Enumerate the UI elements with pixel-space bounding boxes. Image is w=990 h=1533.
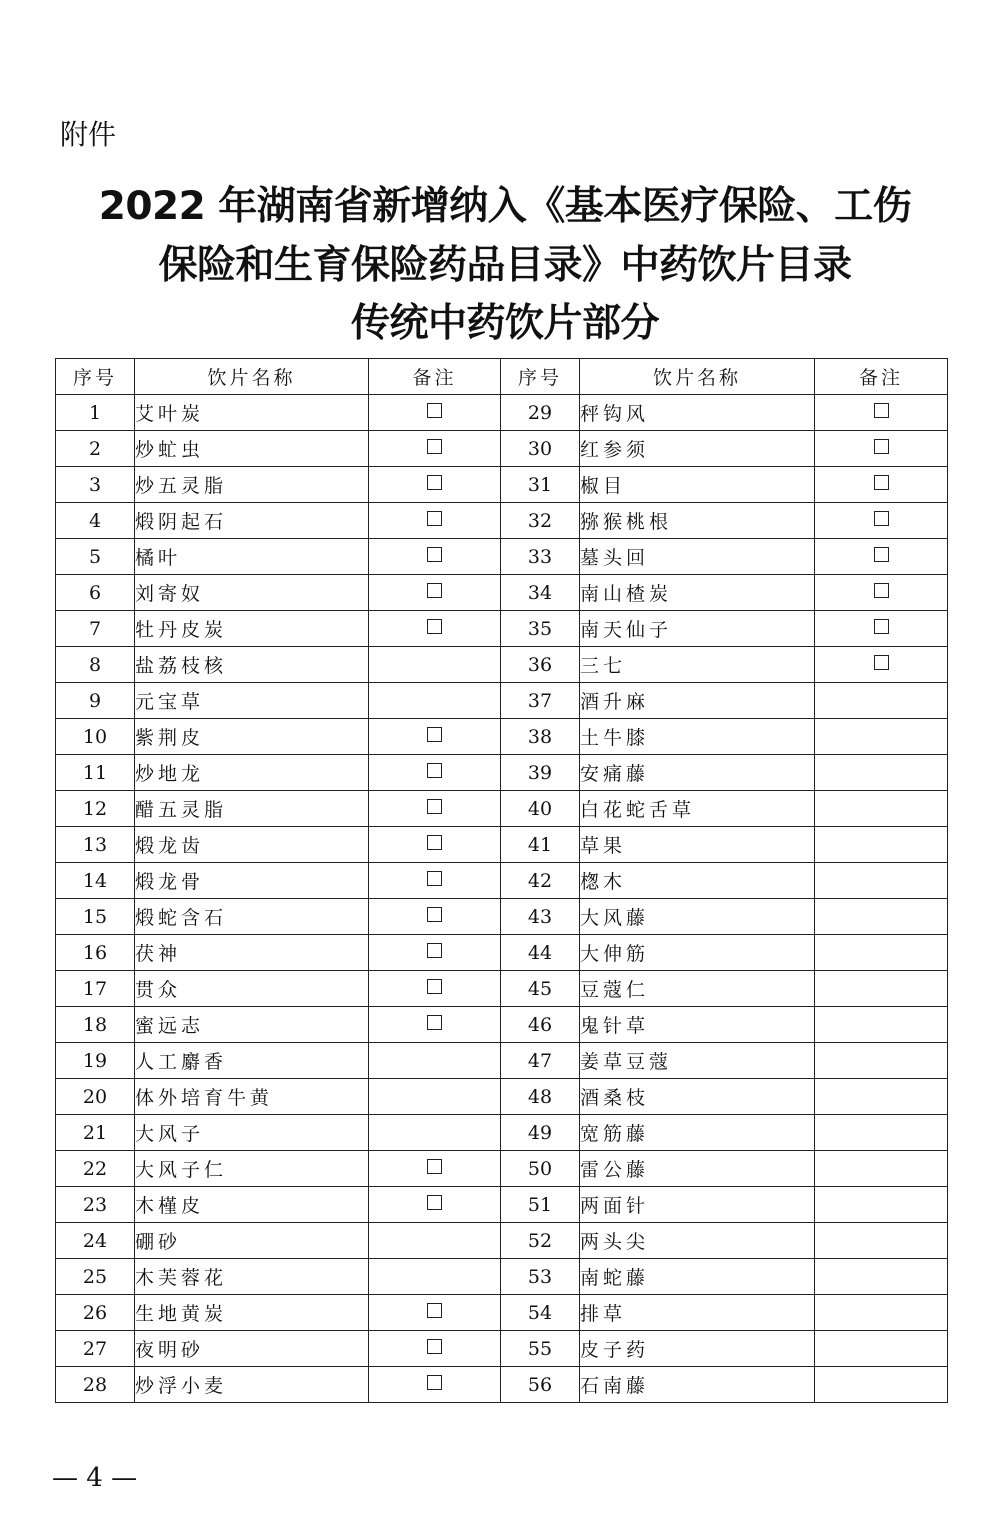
serial-number-left: 19 — [56, 1043, 135, 1079]
table-row — [56, 971, 948, 1007]
serial-number-left: 11 — [56, 755, 135, 791]
checkbox-icon — [874, 403, 889, 418]
serial-number-right: 48 — [501, 1079, 580, 1115]
herb-name-right: 石南藤 — [580, 1367, 815, 1403]
checkbox-icon — [874, 619, 889, 634]
herb-name-left: 夜明砂 — [135, 1331, 369, 1367]
note-cell-left — [369, 1259, 501, 1295]
note-cell-left — [369, 1043, 501, 1079]
checkbox-icon — [427, 1303, 442, 1318]
serial-number-right: 33 — [501, 539, 580, 575]
serial-number-right: 35 — [501, 611, 580, 647]
herb-name-right: 姜草豆蔻 — [580, 1043, 815, 1079]
note-cell-right — [815, 1115, 948, 1151]
serial-number-left: 13 — [56, 827, 135, 863]
document-title-line-1: 2022 年湖南省新增纳入《基本医疗保险、工伤 — [98, 184, 912, 229]
table-row — [56, 611, 948, 647]
herb-name-left: 蜜远志 — [135, 1007, 369, 1043]
note-cell-left — [369, 1223, 501, 1259]
note-cell-left — [369, 431, 501, 467]
serial-number-right: 53 — [501, 1259, 580, 1295]
herb-name-left: 醋五灵脂 — [135, 791, 369, 827]
note-cell-left — [369, 683, 501, 719]
serial-number-right: 31 — [501, 467, 580, 503]
header-name-right: 饮片名称 — [580, 359, 815, 395]
herb-name-right: 猕猴桃根 — [580, 503, 815, 539]
table-row — [56, 1079, 948, 1115]
note-cell-left — [369, 1079, 501, 1115]
serial-number-left: 17 — [56, 971, 135, 1007]
serial-number-left: 5 — [56, 539, 135, 575]
herb-name-right: 南天仙子 — [580, 611, 815, 647]
note-cell-right — [815, 1151, 948, 1187]
table-row — [56, 1115, 948, 1151]
checkbox-icon — [427, 1339, 442, 1354]
checkbox-icon — [427, 403, 442, 418]
herb-name-right: 安痛藤 — [580, 755, 815, 791]
herb-name-right: 鬼针草 — [580, 1007, 815, 1043]
herb-name-right: 楤木 — [580, 863, 815, 899]
herb-name-left: 橘叶 — [135, 539, 369, 575]
checkbox-icon — [874, 583, 889, 598]
note-cell-left — [369, 899, 501, 935]
note-cell-right — [815, 467, 948, 503]
table-row — [56, 503, 948, 539]
checkbox-icon — [874, 475, 889, 490]
page-number: — 4 — — [52, 1463, 138, 1493]
note-cell-left — [369, 467, 501, 503]
serial-number-right: 39 — [501, 755, 580, 791]
table-header-row — [56, 359, 948, 395]
header-note-left: 备注 — [369, 359, 501, 395]
note-cell-left — [369, 1367, 501, 1403]
table-row — [56, 1043, 948, 1079]
note-cell-right — [815, 1079, 948, 1115]
note-cell-left — [369, 755, 501, 791]
serial-number-right: 52 — [501, 1223, 580, 1259]
serial-number-right: 29 — [501, 395, 580, 431]
serial-number-left: 10 — [56, 719, 135, 755]
herb-name-left: 木槿皮 — [135, 1187, 369, 1223]
herb-name-right: 草果 — [580, 827, 815, 863]
serial-number-right: 51 — [501, 1187, 580, 1223]
herb-name-left: 生地黄炭 — [135, 1295, 369, 1331]
header-serial-left: 序号 — [56, 359, 135, 395]
herb-name-right: 排草 — [580, 1295, 815, 1331]
herb-name-right: 南蛇藤 — [580, 1259, 815, 1295]
table-row — [56, 719, 948, 755]
note-cell-left — [369, 647, 501, 683]
serial-number-right: 34 — [501, 575, 580, 611]
table-row — [56, 1331, 948, 1367]
table-row — [56, 431, 948, 467]
checkbox-icon — [427, 763, 442, 778]
note-cell-left — [369, 539, 501, 575]
note-cell-right — [815, 683, 948, 719]
herb-name-left: 炒浮小麦 — [135, 1367, 369, 1403]
herb-name-right: 白花蛇舌草 — [580, 791, 815, 827]
serial-number-right: 46 — [501, 1007, 580, 1043]
herb-name-left: 牡丹皮炭 — [135, 611, 369, 647]
note-cell-right — [815, 575, 948, 611]
note-cell-right — [815, 971, 948, 1007]
serial-number-right: 54 — [501, 1295, 580, 1331]
note-cell-left — [369, 1295, 501, 1331]
table-row — [56, 395, 948, 431]
herb-name-right: 两面针 — [580, 1187, 815, 1223]
serial-number-right: 47 — [501, 1043, 580, 1079]
herb-name-left: 体外培育牛黄 — [135, 1079, 369, 1115]
table-row — [56, 1007, 948, 1043]
serial-number-right: 50 — [501, 1151, 580, 1187]
note-cell-right — [815, 539, 948, 575]
checkbox-icon — [427, 439, 442, 454]
table-row — [56, 1367, 948, 1403]
document-title-line-2: 保险和生育保险药品目录》中药饮片目录 — [158, 243, 852, 288]
serial-number-right: 55 — [501, 1331, 580, 1367]
serial-number-right: 42 — [501, 863, 580, 899]
checkbox-icon — [427, 583, 442, 598]
table-row — [56, 1259, 948, 1295]
serial-number-left: 8 — [56, 647, 135, 683]
herb-name-right: 酒桑枝 — [580, 1079, 815, 1115]
table-row — [56, 827, 948, 863]
herb-name-right: 雷公藤 — [580, 1151, 815, 1187]
header-serial-right: 序号 — [501, 359, 580, 395]
checkbox-icon — [427, 619, 442, 634]
table-row — [56, 899, 948, 935]
serial-number-left: 14 — [56, 863, 135, 899]
note-cell-right — [815, 863, 948, 899]
note-cell-right — [815, 719, 948, 755]
herb-name-left: 大风子 — [135, 1115, 369, 1151]
serial-number-left: 21 — [56, 1115, 135, 1151]
herb-name-left: 盐荔枝核 — [135, 647, 369, 683]
checkbox-icon — [427, 1375, 442, 1390]
herb-name-left: 茯神 — [135, 935, 369, 971]
herb-name-right: 大风藤 — [580, 899, 815, 935]
serial-number-right: 37 — [501, 683, 580, 719]
herb-name-left: 大风子仁 — [135, 1151, 369, 1187]
herb-name-right: 豆蔻仁 — [580, 971, 815, 1007]
checkbox-icon — [874, 655, 889, 670]
table-row — [56, 575, 948, 611]
document-subtitle: 传统中药饮片部分 — [350, 301, 659, 346]
herb-name-right: 宽筋藤 — [580, 1115, 815, 1151]
note-cell-left — [369, 611, 501, 647]
serial-number-right: 45 — [501, 971, 580, 1007]
serial-number-left: 7 — [56, 611, 135, 647]
note-cell-left — [369, 503, 501, 539]
serial-number-right: 41 — [501, 827, 580, 863]
checkbox-icon — [427, 907, 442, 922]
note-cell-right — [815, 755, 948, 791]
herb-name-right: 大伸筋 — [580, 935, 815, 971]
note-cell-left — [369, 719, 501, 755]
herb-name-right: 皮子药 — [580, 1331, 815, 1367]
herb-name-left: 炒地龙 — [135, 755, 369, 791]
table-row — [56, 1295, 948, 1331]
herb-name-left: 刘寄奴 — [135, 575, 369, 611]
herb-name-left: 硼砂 — [135, 1223, 369, 1259]
serial-number-left: 28 — [56, 1367, 135, 1403]
checkbox-icon — [427, 871, 442, 886]
note-cell-right — [815, 1259, 948, 1295]
checkbox-icon — [427, 1015, 442, 1030]
herb-name-right: 三七 — [580, 647, 815, 683]
note-cell-right — [815, 1043, 948, 1079]
note-cell-right — [815, 827, 948, 863]
serial-number-left: 20 — [56, 1079, 135, 1115]
herb-name-left: 元宝草 — [135, 683, 369, 719]
serial-number-right: 44 — [501, 935, 580, 971]
herb-name-right: 红参须 — [580, 431, 815, 467]
serial-number-left: 1 — [56, 395, 135, 431]
herb-name-left: 炒虻虫 — [135, 431, 369, 467]
header-note-right: 备注 — [815, 359, 948, 395]
serial-number-right: 40 — [501, 791, 580, 827]
herb-name-right: 秤钩风 — [580, 395, 815, 431]
serial-number-left: 12 — [56, 791, 135, 827]
note-cell-left — [369, 827, 501, 863]
note-cell-right — [815, 1367, 948, 1403]
serial-number-left: 16 — [56, 935, 135, 971]
table-row — [56, 791, 948, 827]
herb-name-right: 两头尖 — [580, 1223, 815, 1259]
note-cell-right — [815, 791, 948, 827]
note-cell-left — [369, 791, 501, 827]
herb-name-right: 酒升麻 — [580, 683, 815, 719]
serial-number-left: 22 — [56, 1151, 135, 1187]
note-cell-left — [369, 1115, 501, 1151]
serial-number-left: 2 — [56, 431, 135, 467]
serial-number-left: 24 — [56, 1223, 135, 1259]
table-row — [56, 1151, 948, 1187]
note-cell-right — [815, 647, 948, 683]
table-body — [56, 395, 948, 1403]
herb-name-left: 煅蛇含石 — [135, 899, 369, 935]
herb-name-left: 木芙蓉花 — [135, 1259, 369, 1295]
serial-number-left: 23 — [56, 1187, 135, 1223]
checkbox-icon — [427, 943, 442, 958]
note-cell-left — [369, 935, 501, 971]
header-name-left: 饮片名称 — [135, 359, 369, 395]
note-cell-left — [369, 395, 501, 431]
note-cell-left — [369, 575, 501, 611]
herb-name-left: 艾叶炭 — [135, 395, 369, 431]
serial-number-left: 4 — [56, 503, 135, 539]
table-row — [56, 467, 948, 503]
note-cell-left — [369, 1151, 501, 1187]
table-row — [56, 539, 948, 575]
checkbox-icon — [427, 727, 442, 742]
herb-name-left: 炒五灵脂 — [135, 467, 369, 503]
herbal-pieces-table — [55, 358, 948, 1403]
note-cell-left — [369, 1187, 501, 1223]
herb-name-right: 墓头回 — [580, 539, 815, 575]
note-cell-right — [815, 1187, 948, 1223]
attachment-label: 附件 — [60, 118, 117, 151]
note-cell-right — [815, 935, 948, 971]
checkbox-icon — [427, 1195, 442, 1210]
note-cell-right — [815, 899, 948, 935]
note-cell-right — [815, 1223, 948, 1259]
serial-number-right: 36 — [501, 647, 580, 683]
serial-number-left: 3 — [56, 467, 135, 503]
table-row — [56, 935, 948, 971]
checkbox-icon — [427, 475, 442, 490]
serial-number-right: 30 — [501, 431, 580, 467]
table-row — [56, 755, 948, 791]
serial-number-right: 38 — [501, 719, 580, 755]
serial-number-left: 15 — [56, 899, 135, 935]
herb-name-left: 人工麝香 — [135, 1043, 369, 1079]
note-cell-right — [815, 1331, 948, 1367]
table-row — [56, 863, 948, 899]
serial-number-left: 9 — [56, 683, 135, 719]
herb-name-left: 煅阴起石 — [135, 503, 369, 539]
note-cell-right — [815, 431, 948, 467]
herb-name-left: 贯众 — [135, 971, 369, 1007]
checkbox-icon — [427, 835, 442, 850]
herb-name-right: 土牛膝 — [580, 719, 815, 755]
note-cell-right — [815, 395, 948, 431]
serial-number-right: 49 — [501, 1115, 580, 1151]
table-row — [56, 1223, 948, 1259]
serial-number-left: 25 — [56, 1259, 135, 1295]
checkbox-icon — [427, 547, 442, 562]
herb-name-right: 南山楂炭 — [580, 575, 815, 611]
note-cell-right — [815, 503, 948, 539]
serial-number-right: 43 — [501, 899, 580, 935]
checkbox-icon — [427, 979, 442, 994]
checkbox-icon — [874, 439, 889, 454]
checkbox-icon — [427, 1159, 442, 1174]
serial-number-right: 32 — [501, 503, 580, 539]
serial-number-left: 6 — [56, 575, 135, 611]
herb-name-left: 煅龙齿 — [135, 827, 369, 863]
checkbox-icon — [427, 511, 442, 526]
serial-number-left: 27 — [56, 1331, 135, 1367]
note-cell-right — [815, 1295, 948, 1331]
checkbox-icon — [427, 799, 442, 814]
note-cell-right — [815, 611, 948, 647]
herb-name-left: 煅龙骨 — [135, 863, 369, 899]
checkbox-icon — [874, 511, 889, 526]
note-cell-left — [369, 863, 501, 899]
serial-number-left: 18 — [56, 1007, 135, 1043]
table-row — [56, 1187, 948, 1223]
note-cell-right — [815, 1007, 948, 1043]
herb-name-left: 紫荆皮 — [135, 719, 369, 755]
serial-number-left: 26 — [56, 1295, 135, 1331]
herb-name-right: 椒目 — [580, 467, 815, 503]
table-row — [56, 683, 948, 719]
checkbox-icon — [874, 547, 889, 562]
note-cell-left — [369, 971, 501, 1007]
serial-number-right: 56 — [501, 1367, 580, 1403]
note-cell-left — [369, 1007, 501, 1043]
table-row — [56, 647, 948, 683]
note-cell-left — [369, 1331, 501, 1367]
